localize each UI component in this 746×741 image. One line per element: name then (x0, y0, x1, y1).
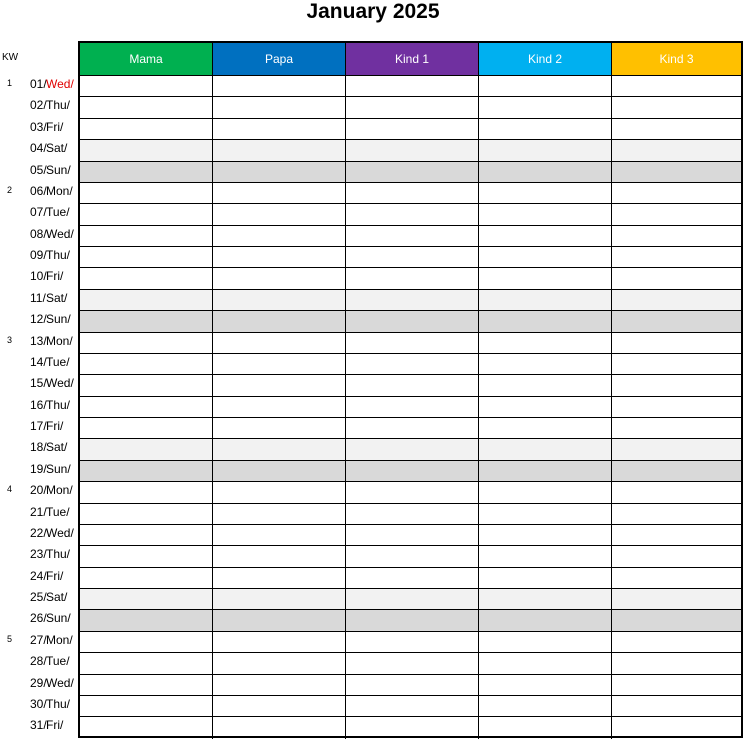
day-name: Mon/ (46, 333, 73, 348)
entry-cell[interactable] (612, 333, 741, 353)
entry-cell[interactable] (80, 568, 213, 588)
entry-cell[interactable] (479, 675, 612, 695)
table-row (80, 140, 741, 161)
day-label-row (0, 160, 78, 181)
entry-cell[interactable] (213, 333, 346, 353)
entry-cell[interactable] (346, 610, 479, 630)
page-title: January 2025 (306, 0, 440, 23)
day-label-row (0, 288, 78, 309)
day-date: 09/ (30, 248, 47, 262)
day-name: Mon/ (46, 483, 73, 498)
column-header-row (80, 43, 741, 76)
table-row (80, 525, 741, 546)
entry-cell[interactable] (80, 375, 213, 395)
entry-cell[interactable] (612, 119, 741, 139)
entry-cell[interactable] (213, 653, 346, 673)
table-row (80, 717, 741, 738)
day-date: 21/ (30, 504, 47, 519)
entry-cell[interactable] (213, 76, 346, 96)
day-name: Tue/ (46, 654, 70, 669)
entry-cell[interactable] (346, 204, 479, 224)
entry-cell[interactable] (479, 290, 612, 310)
entry-cell[interactable] (479, 717, 612, 738)
entry-cell[interactable] (346, 375, 479, 395)
entry-cell[interactable] (479, 418, 612, 438)
entry-cell[interactable] (612, 375, 741, 395)
entry-cell[interactable] (213, 268, 346, 288)
entry-cell[interactable] (612, 589, 741, 609)
day-label-row (0, 587, 78, 608)
calendar-grid (78, 41, 743, 738)
entry-cell[interactable] (612, 76, 741, 96)
day-name: Sun/ (46, 461, 71, 476)
table-row (80, 76, 741, 97)
day-date: 25/ (30, 590, 47, 604)
entry-cell[interactable] (346, 268, 479, 288)
day-name: Sat/ (46, 290, 68, 305)
entry-cell[interactable] (346, 653, 479, 673)
entry-cell[interactable] (346, 675, 479, 695)
entry-cell[interactable] (80, 97, 213, 117)
day-label-row (0, 566, 78, 587)
entry-cell[interactable] (346, 76, 479, 96)
entry-cell[interactable] (612, 290, 741, 310)
table-row (80, 204, 741, 225)
entry-cell[interactable] (346, 247, 479, 267)
day-label-row (0, 651, 78, 672)
entry-cell[interactable] (213, 504, 346, 524)
entry-cell[interactable] (612, 568, 741, 588)
day-label-row (0, 694, 78, 715)
day-name: Fri/ (46, 568, 64, 583)
day-date: 04/ (30, 141, 47, 156)
entry-cell[interactable] (479, 333, 612, 353)
entry-cell[interactable] (612, 461, 741, 481)
day-name: Thu/ (46, 397, 71, 412)
entry-cell[interactable] (612, 717, 741, 738)
day-date: 20/ (30, 483, 47, 498)
day-name: Sat/ (46, 590, 68, 604)
entry-cell[interactable] (346, 290, 479, 310)
entry-cell[interactable] (479, 311, 612, 331)
day-name: Fri/ (46, 119, 64, 134)
entry-cell[interactable] (80, 119, 213, 139)
entry-cell[interactable] (213, 461, 346, 481)
entry-cell[interactable] (479, 268, 612, 288)
entry-cell[interactable] (346, 717, 479, 738)
entry-cell[interactable] (80, 140, 213, 160)
table-row (80, 311, 741, 332)
table-row (80, 546, 741, 567)
entry-cell[interactable] (213, 290, 346, 310)
entry-cell[interactable] (213, 675, 346, 695)
entry-cell[interactable] (479, 162, 612, 182)
entry-cell[interactable] (80, 696, 213, 716)
table-row (80, 504, 741, 525)
day-date: 06/ (30, 183, 47, 198)
entry-cell[interactable] (479, 653, 612, 673)
day-label-row (0, 266, 78, 287)
day-label-row (0, 224, 78, 245)
entry-cell[interactable] (213, 610, 346, 630)
table-row (80, 675, 741, 696)
day-date: 19/ (30, 461, 47, 476)
entry-cell[interactable] (479, 439, 612, 459)
day-label-row (0, 95, 78, 116)
day-name: Thu/ (46, 547, 71, 562)
entry-cell[interactable] (80, 482, 213, 502)
day-name: Sun/ (46, 611, 71, 626)
entry-cell[interactable] (346, 226, 479, 246)
table-row (80, 439, 741, 460)
day-label-row (0, 117, 78, 138)
week-number: 1 (7, 78, 13, 88)
entry-cell[interactable] (479, 504, 612, 524)
table-row (80, 268, 741, 289)
entry-cell[interactable] (213, 589, 346, 609)
day-name: Fri/ (46, 718, 64, 733)
day-label-row (0, 715, 78, 736)
table-row (80, 290, 741, 311)
entry-cell[interactable] (346, 482, 479, 502)
day-name: Wed/ (46, 77, 74, 91)
entry-cell[interactable] (213, 226, 346, 246)
entry-cell[interactable] (213, 354, 346, 374)
entry-cell[interactable] (479, 696, 612, 716)
day-name: Sun/ (46, 312, 71, 327)
table-row (80, 119, 741, 140)
entry-cell[interactable] (80, 504, 213, 524)
entry-cell[interactable] (612, 247, 741, 267)
table-row (80, 375, 741, 396)
entry-cell[interactable] (612, 696, 741, 716)
entry-cell[interactable] (612, 204, 741, 224)
entry-cell[interactable] (479, 397, 612, 417)
entry-cell[interactable] (479, 546, 612, 566)
entry-cell[interactable] (346, 333, 479, 353)
entry-cell[interactable] (80, 675, 213, 695)
day-date: 26/ (30, 611, 47, 626)
table-row (80, 418, 741, 439)
day-label-row (0, 373, 78, 394)
day-date: 17/ (30, 419, 47, 433)
entry-cell[interactable] (213, 418, 346, 438)
entry-cell[interactable] (479, 226, 612, 246)
entry-cell[interactable] (346, 183, 479, 203)
entry-cell[interactable] (479, 119, 612, 139)
week-number: 5 (7, 633, 13, 644)
entry-cell[interactable] (346, 546, 479, 566)
entry-cell[interactable] (346, 504, 479, 524)
entry-cell[interactable] (80, 183, 213, 203)
day-label-row (0, 630, 78, 651)
day-label-row (0, 309, 78, 330)
day-name: Sat/ (46, 141, 68, 156)
day-label-row (0, 74, 78, 95)
entry-cell[interactable] (80, 546, 213, 566)
entry-cell[interactable] (612, 546, 741, 566)
day-date: 30/ (30, 696, 47, 711)
entry-cell[interactable] (346, 418, 479, 438)
entry-cell[interactable] (612, 354, 741, 374)
table-row (80, 653, 741, 674)
entry-cell[interactable] (479, 76, 612, 96)
entry-cell[interactable] (479, 589, 612, 609)
entry-cell[interactable] (612, 482, 741, 502)
table-row (80, 610, 741, 631)
week-number: 2 (7, 184, 13, 195)
day-date: 15/ (30, 376, 47, 391)
day-label-row (0, 181, 78, 202)
entry-cell[interactable] (612, 183, 741, 203)
entry-cell[interactable] (80, 397, 213, 417)
day-date: 05/ (30, 162, 47, 177)
day-date: 18/ (30, 440, 47, 455)
day-label-row (0, 395, 78, 416)
entry-cell[interactable] (612, 311, 741, 331)
day-label-row (0, 138, 78, 159)
table-row (80, 696, 741, 717)
table-row (80, 632, 741, 653)
day-label-row (0, 459, 78, 480)
entry-cell[interactable] (213, 482, 346, 502)
day-name: Tue/ (46, 504, 70, 519)
day-name: Thu/ (46, 696, 71, 711)
day-name: Fri/ (46, 419, 64, 433)
day-date: 03/ (30, 119, 47, 134)
entry-cell[interactable] (479, 610, 612, 630)
entry-cell[interactable] (213, 375, 346, 395)
entry-cell[interactable] (479, 140, 612, 160)
entry-cell[interactable] (612, 504, 741, 524)
entry-cell[interactable] (346, 354, 479, 374)
entry-cell[interactable] (612, 610, 741, 630)
entry-cell[interactable] (612, 397, 741, 417)
day-name: Tue/ (46, 354, 70, 369)
day-label-row (0, 331, 78, 352)
entry-cell[interactable] (213, 696, 346, 716)
day-date: 13/ (30, 333, 47, 348)
entry-cell[interactable] (80, 268, 213, 288)
day-date: 27/ (30, 632, 47, 647)
entry-cell[interactable] (213, 439, 346, 459)
day-name: Mon/ (46, 183, 73, 198)
day-date: 23/ (30, 547, 47, 562)
entry-cell[interactable] (80, 226, 213, 246)
entry-cell[interactable] (213, 397, 346, 417)
entry-cell[interactable] (80, 162, 213, 182)
entry-cell[interactable] (612, 439, 741, 459)
entry-cell[interactable] (612, 268, 741, 288)
entry-cell[interactable] (80, 311, 213, 331)
entry-cell[interactable] (479, 568, 612, 588)
entry-cell[interactable] (612, 162, 741, 182)
entry-cell[interactable] (80, 461, 213, 481)
entry-cell[interactable] (612, 140, 741, 160)
entry-cell[interactable] (346, 461, 479, 481)
entry-cell[interactable] (479, 375, 612, 395)
entry-cell[interactable] (213, 97, 346, 117)
entry-cell[interactable] (213, 140, 346, 160)
column-header-mama: Mama (80, 43, 213, 75)
entry-cell[interactable] (213, 632, 346, 652)
day-name: Wed/ (46, 376, 74, 391)
day-date: 29/ (30, 675, 47, 690)
entry-cell[interactable] (213, 546, 346, 566)
column-header-papa: Papa (213, 43, 346, 75)
day-date: 22/ (30, 525, 47, 540)
day-date: 16/ (30, 397, 47, 412)
entry-cell[interactable] (213, 162, 346, 182)
entry-cell[interactable] (612, 632, 741, 652)
entry-cell[interactable] (213, 119, 346, 139)
entry-cell[interactable] (213, 247, 346, 267)
entry-cell[interactable] (479, 482, 612, 502)
table-row (80, 226, 741, 247)
day-label-row (0, 673, 78, 694)
entry-cell[interactable] (612, 525, 741, 545)
entry-cell[interactable] (612, 675, 741, 695)
entry-cell[interactable] (346, 568, 479, 588)
entry-cell[interactable] (346, 397, 479, 417)
entry-cell[interactable] (213, 183, 346, 203)
day-label-row (0, 544, 78, 565)
day-label-row (0, 608, 78, 629)
table-row (80, 97, 741, 118)
week-number: 3 (7, 334, 13, 345)
entry-cell[interactable] (479, 204, 612, 224)
table-row (80, 461, 741, 482)
day-label-row (0, 352, 78, 373)
entry-cell[interactable] (80, 290, 213, 310)
entry-cell[interactable] (479, 632, 612, 652)
entry-cell[interactable] (213, 568, 346, 588)
day-date: 14/ (30, 354, 47, 369)
table-row (80, 333, 741, 354)
entry-cell[interactable] (479, 97, 612, 117)
entry-cell[interactable] (612, 226, 741, 246)
entry-cell[interactable] (346, 119, 479, 139)
day-name: Fri/ (46, 269, 64, 284)
day-date: 01/ (30, 77, 47, 91)
day-name: Tue/ (46, 205, 70, 220)
table-row (80, 354, 741, 375)
entry-cell[interactable] (213, 311, 346, 331)
entry-cell[interactable] (479, 183, 612, 203)
day-labels (0, 74, 78, 737)
entry-cell[interactable] (213, 717, 346, 738)
table-row (80, 162, 741, 183)
day-label-row (0, 523, 78, 544)
day-label-row (0, 245, 78, 266)
entry-cell[interactable] (346, 589, 479, 609)
day-date: 12/ (30, 312, 47, 327)
table-row (80, 183, 741, 204)
day-date: 02/ (30, 98, 47, 113)
entry-cell[interactable] (479, 247, 612, 267)
entry-cell[interactable] (346, 311, 479, 331)
table-row (80, 568, 741, 589)
column-header-kind-1: Kind 1 (346, 43, 479, 75)
entry-cell[interactable] (346, 439, 479, 459)
entry-cell[interactable] (612, 653, 741, 673)
day-name: Wed/ (46, 675, 74, 690)
entry-cell[interactable] (213, 525, 346, 545)
entry-cell[interactable] (612, 418, 741, 438)
entry-cell[interactable] (80, 717, 213, 738)
entry-cell[interactable] (346, 696, 479, 716)
day-label-row (0, 437, 78, 458)
day-label-row (0, 202, 78, 223)
entry-cell[interactable] (479, 525, 612, 545)
entry-cell[interactable] (80, 418, 213, 438)
table-row (80, 247, 741, 268)
entry-cell[interactable] (80, 653, 213, 673)
day-name: Sat/ (46, 440, 68, 455)
day-name: Thu/ (46, 248, 71, 262)
table-row (80, 397, 741, 418)
week-number: 4 (7, 484, 13, 495)
entry-cell[interactable] (346, 525, 479, 545)
entry-cell[interactable] (346, 97, 479, 117)
entry-cell[interactable] (80, 76, 213, 96)
day-date: 07/ (30, 205, 47, 220)
entry-cell[interactable] (80, 525, 213, 545)
day-name: Thu/ (46, 98, 71, 113)
entry-cell[interactable] (80, 632, 213, 652)
entry-cell[interactable] (80, 247, 213, 267)
table-row (80, 482, 741, 503)
week-number-header: KW (2, 52, 19, 63)
day-date: 11/ (30, 290, 46, 305)
day-date: 10/ (30, 269, 47, 284)
day-label-row (0, 480, 78, 501)
day-date: 08/ (30, 226, 47, 241)
entry-cell[interactable] (80, 589, 213, 609)
entry-cell[interactable] (80, 439, 213, 459)
entry-cell[interactable] (80, 333, 213, 353)
day-name: Mon/ (46, 632, 73, 647)
day-name: Wed/ (46, 525, 74, 540)
day-name: Wed/ (46, 226, 74, 241)
entry-cell[interactable] (213, 204, 346, 224)
day-name: Sun/ (46, 162, 71, 177)
entry-cell[interactable] (80, 610, 213, 630)
day-date: 31/ (30, 718, 47, 733)
day-date: 28/ (30, 654, 47, 669)
entry-cell[interactable] (80, 354, 213, 374)
day-label-row (0, 502, 78, 523)
day-date: 24/ (30, 568, 47, 583)
entry-cell[interactable] (346, 632, 479, 652)
column-header-kind-2: Kind 2 (479, 43, 612, 75)
entry-cell[interactable] (479, 461, 612, 481)
entry-cell[interactable] (479, 354, 612, 374)
entry-cell[interactable] (612, 97, 741, 117)
column-header-kind-3: Kind 3 (612, 43, 741, 75)
entry-cell[interactable] (346, 140, 479, 160)
day-rows (80, 76, 741, 739)
entry-cell[interactable] (346, 162, 479, 182)
table-row (80, 589, 741, 610)
day-label-row (0, 416, 78, 437)
entry-cell[interactable] (80, 204, 213, 224)
